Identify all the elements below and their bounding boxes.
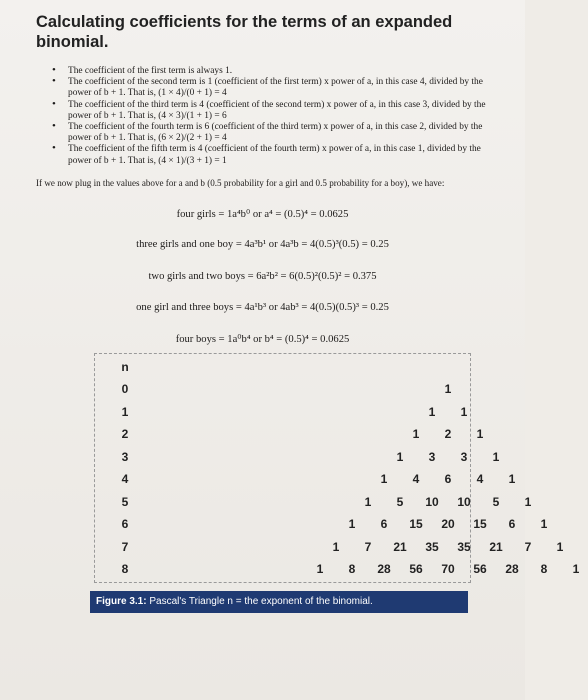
intro-paragraph: If we now plug in the values above for a and b (0.5 probability for a girl and 0.5 probability for a boy), we have: <box>36 178 445 188</box>
coefficient-value: 56 <box>409 562 423 576</box>
coefficient-value: 1 <box>364 494 372 509</box>
coefficient-value: 1 <box>348 517 356 531</box>
bullet-item: • The coefficient of the second term is 1 (coefficient of the first term) x power of a, in this case 4, divided by the power of b + 1. That is, (1 × 4)/(0 + 1) = 4 <box>62 77 502 99</box>
bullet-item: • The coefficient of the first term is always 1. <box>62 66 502 77</box>
pascal-triangle <box>118 360 580 576</box>
coefficient-value: 7 <box>524 539 532 554</box>
coefficient-value: 21 <box>489 539 503 554</box>
coefficient-value: 6 <box>380 517 388 531</box>
triangle-header-row <box>118 360 468 378</box>
coefficient-value: 1 <box>524 494 532 509</box>
coefficient-value: 21 <box>393 539 407 554</box>
coefficient-value: 6 <box>508 517 516 531</box>
row-exponent-label: 0 <box>121 382 129 396</box>
coefficient-value: 35 <box>457 539 471 554</box>
coefficient-value: 70 <box>441 562 455 576</box>
coefficient-value: 8 <box>540 562 548 576</box>
bullet-item: • The coefficient of the fifth term is 4 (coefficient of the fourth term) x power of a, in this case 1, divided by the power of b + 1. That is, (4 × 1)/(3 + 1) = 1 <box>62 144 502 166</box>
row-exponent-label: 7 <box>121 539 129 554</box>
coefficient-value: 1 <box>316 562 324 576</box>
triangle-row <box>118 472 516 490</box>
coefficient-value: 4 <box>412 472 420 486</box>
triangle-row <box>118 539 564 558</box>
coefficient-value: 1 <box>444 382 452 396</box>
coefficient-value: 1 <box>380 472 388 486</box>
row-exponent-label: 3 <box>121 449 129 464</box>
equation-line: four girls = 1a⁴b⁰ or a⁴ = (0.5)⁴ = 0.0625 <box>176 209 349 220</box>
figure-caption-text: Pascal's Triangle n = the exponent of the binomial. <box>149 596 373 607</box>
row-exponent-label: 6 <box>121 517 129 531</box>
bullet-item: • The coefficient of the third term is 4 (coefficient of the second term) x power of a, in this case 3, divided by the power of b + 1. That is, (4 × 3)/(1 + 1) = 6 <box>62 100 502 122</box>
coefficient-value: 1 <box>428 404 436 419</box>
coefficient-value: 1 <box>572 562 580 576</box>
equation-line: three girls and one boy = 4a³b¹ or 4a³b = 4(0.5)³(0.5) = 0.25 <box>136 239 389 250</box>
coefficient-value: 6 <box>444 472 452 486</box>
coefficient-value: 1 <box>556 539 564 554</box>
coefficient-value: 1 <box>508 472 516 486</box>
coefficient-value: 10 <box>425 494 439 509</box>
equation-line: four boys = 1a⁰b⁴ or b⁴ = (0.5)⁴ = 0.0625 <box>175 334 350 345</box>
coefficient-value: 56 <box>473 562 487 576</box>
equation-line: two girls and two boys = 6a²b² = 6(0.5)²(0.5)² = 0.375 <box>148 271 377 282</box>
coefficient-value: 1 <box>412 427 420 441</box>
coefficient-value: 15 <box>409 517 423 531</box>
equation-line: one girl and three boys = 4a¹b³ or 4ab³ = 4(0.5)(0.5)³ = 0.25 <box>136 302 389 313</box>
coefficient-value: 2 <box>444 427 452 441</box>
triangle-row <box>118 427 484 445</box>
coefficient-value: 1 <box>460 404 468 419</box>
row-exponent-label: 2 <box>121 427 129 441</box>
figure-caption <box>90 591 468 613</box>
page-title: Calculating coefficients for the terms of an expanded binomial. <box>36 13 453 51</box>
coefficient-value: 10 <box>457 494 471 509</box>
n-column-label: n <box>121 360 129 374</box>
row-exponent-label: 5 <box>121 494 129 509</box>
triangle-row <box>118 449 500 468</box>
row-exponent-label: 8 <box>121 562 129 576</box>
coefficient-value: 5 <box>492 494 500 509</box>
coefficient-value: 8 <box>348 562 356 576</box>
triangle-row <box>118 382 468 400</box>
coefficient-value: 3 <box>428 449 436 464</box>
triangle-row <box>118 494 532 513</box>
coefficient-value: 35 <box>425 539 439 554</box>
coefficient-value: 28 <box>377 562 391 576</box>
coefficient-value: 1 <box>396 449 404 464</box>
row-exponent-label: 1 <box>121 404 129 419</box>
coefficient-value: 20 <box>441 517 455 531</box>
coefficient-value: 7 <box>364 539 372 554</box>
triangle-row <box>118 517 548 535</box>
coefficient-value: 3 <box>460 449 468 464</box>
coefficient-value: 1 <box>476 427 484 441</box>
figure-caption-label: Figure 3.1: <box>96 596 147 607</box>
coefficient-value: 15 <box>473 517 487 531</box>
triangle-row <box>118 405 468 423</box>
coefficient-value: 5 <box>396 494 404 509</box>
bullet-item: • The coefficient of the fourth term is 6 (coefficient of the third term) x power of a, in this case 2, divided by the power of b + 1. That is, (6 × 2)/(2 + 1) = 4 <box>62 122 502 144</box>
coefficient-value: 1 <box>540 517 548 531</box>
coefficient-value: 28 <box>505 562 519 576</box>
coefficient-value: 1 <box>332 539 340 554</box>
coefficient-bullet-list <box>62 66 502 167</box>
coefficient-value: 1 <box>492 449 500 464</box>
coefficient-value: 4 <box>476 472 484 486</box>
triangle-row <box>118 562 580 580</box>
row-exponent-label: 4 <box>121 472 129 486</box>
